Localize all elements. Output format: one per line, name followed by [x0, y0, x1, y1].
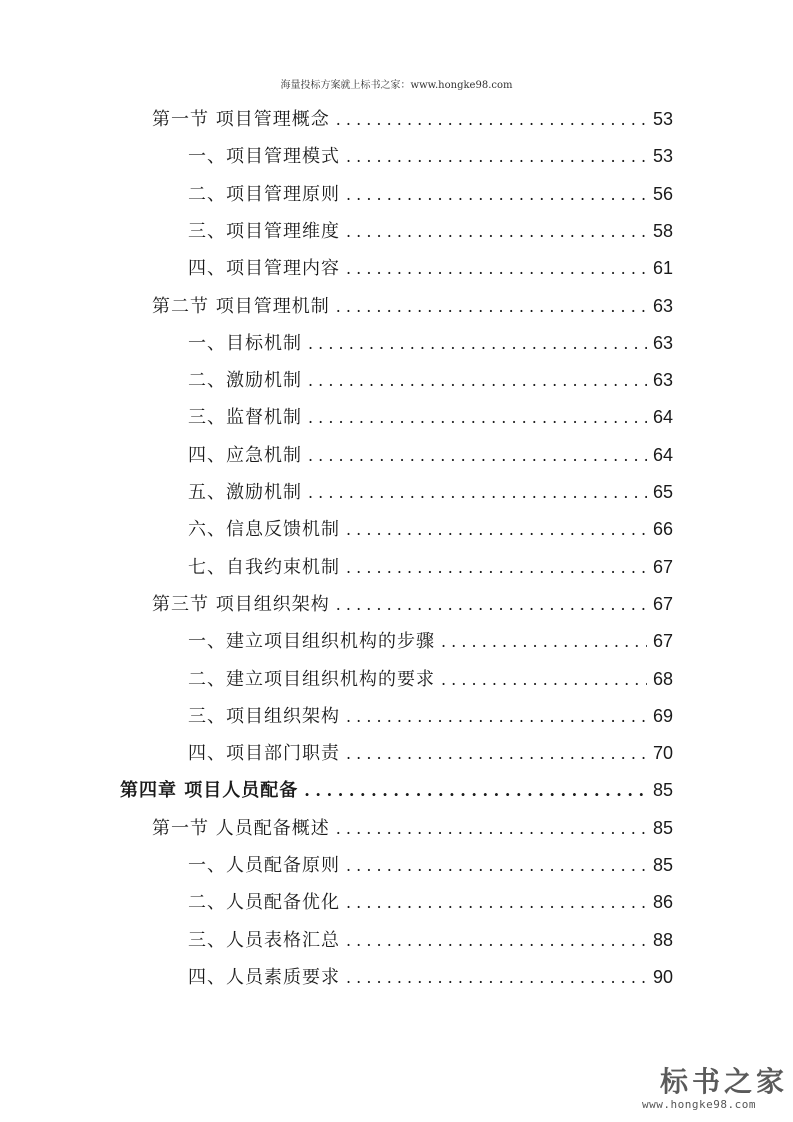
toc-entry[interactable]: [152, 101, 673, 138]
toc-entry[interactable]: [188, 176, 673, 213]
toc-entry-label: 四、项目部门职责: [188, 743, 340, 765]
toc-leader-dots: [346, 735, 647, 772]
toc-entry-page-number: 63: [652, 295, 673, 316]
toc-leader-dots: [346, 213, 647, 250]
toc-entry-label: 一、建立项目组织机构的步骤: [188, 631, 435, 653]
toc-entry[interactable]: [188, 213, 673, 250]
toc-leader-dots: [304, 772, 647, 809]
toc-entry-page-number: 69: [652, 705, 673, 726]
toc-entry[interactable]: [188, 399, 673, 436]
toc-leader-dots: [346, 959, 647, 996]
toc-entry-label: 四、应急机制: [188, 444, 302, 466]
toc-entry-page-number: 64: [652, 407, 673, 428]
page-header: 海量投标方案就上标书之家：www.hongke98.com: [280, 80, 513, 91]
toc-leader-dots: [336, 586, 647, 623]
toc-entry-page-number: 90: [652, 966, 673, 987]
toc-entry-page-number: 65: [652, 482, 673, 502]
toc-entry-page-number: 67: [652, 593, 673, 614]
toc-entry-page-number: 85: [652, 855, 673, 875]
toc-leader-dots: [336, 288, 647, 325]
toc-entry[interactable]: [188, 661, 673, 698]
toc-entry-label: 二、建立项目组织机构的要求: [188, 668, 435, 690]
toc-entry-page-number: 66: [652, 519, 673, 540]
logo-url: www.hongke98.com: [642, 1098, 756, 1111]
watermark-logo: [640, 1060, 790, 1116]
toc-entry-label: 第三节 项目组织架构: [152, 593, 330, 615]
toc-entry[interactable]: [188, 884, 673, 921]
toc-entry[interactable]: [188, 922, 673, 959]
toc-leader-dots: [336, 101, 647, 138]
toc-entry[interactable]: [188, 847, 673, 884]
toc-leader-dots: [346, 511, 647, 548]
logo-text: 标书之家: [660, 1065, 789, 1098]
toc-entry-label: 第二节 项目管理机制: [152, 295, 330, 317]
toc-entry[interactable]: [188, 549, 673, 586]
toc-entry[interactable]: [188, 362, 673, 399]
toc-entry-page-number: 63: [652, 332, 673, 353]
toc-leader-dots: [346, 847, 647, 884]
toc-entry-label: 四、项目管理内容: [188, 258, 340, 280]
toc-entry[interactable]: [188, 511, 673, 548]
toc-entry-label: 三、项目管理维度: [188, 220, 340, 242]
toc-leader-dots: [346, 884, 647, 921]
toc-entry-label: 二、人员配备优化: [188, 892, 340, 914]
toc-entry-label: 第四章 项目人员配备: [120, 780, 299, 802]
toc-leader-dots: [308, 362, 647, 399]
toc-entry-page-number: 85: [652, 780, 673, 801]
toc-entry[interactable]: [188, 623, 673, 660]
toc-leader-dots: [346, 549, 647, 586]
toc-entry[interactable]: [188, 735, 673, 772]
toc-entry[interactable]: [152, 288, 673, 325]
toc-entry-page-number: 56: [652, 183, 673, 204]
toc-leader-dots: [346, 176, 647, 213]
toc-entry[interactable]: [152, 586, 673, 623]
toc-entry-label: 第一节 项目管理概念: [152, 109, 330, 130]
toc-entry[interactable]: [188, 959, 673, 996]
toc-entry-page-number: 63: [652, 370, 673, 391]
toc-leader-dots: [346, 250, 647, 287]
toc-entry-label: 二、激励机制: [188, 370, 302, 392]
toc-entry-page-number: 88: [652, 929, 673, 950]
toc-entry-label: 一、人员配备原则: [188, 855, 340, 876]
toc-entry[interactable]: [188, 474, 673, 511]
toc-entry-label: 五、激励机制: [188, 482, 302, 503]
toc-entry-page-number: 64: [652, 444, 673, 465]
toc-leader-dots: [336, 810, 647, 847]
toc-entry-page-number: 53: [652, 146, 673, 167]
toc-entry-page-number: 85: [652, 817, 673, 838]
toc-entry-label: 三、项目组织架构: [188, 705, 340, 727]
toc-entry-label: 一、项目管理模式: [188, 146, 340, 168]
toc-entry-page-number: 67: [652, 631, 673, 652]
toc-entry-label: 四、人员素质要求: [188, 966, 340, 988]
toc-leader-dots: [308, 399, 647, 436]
toc-entry[interactable]: [188, 437, 673, 474]
toc-entry-label: 三、监督机制: [188, 407, 302, 429]
toc-entry-page-number: 58: [652, 220, 673, 241]
toc-entry-label: 二、项目管理原则: [188, 183, 340, 205]
toc-leader-dots: [308, 474, 647, 511]
toc-leader-dots: [441, 623, 647, 660]
toc-entry[interactable]: [120, 772, 673, 809]
toc-entry-page-number: 53: [652, 109, 673, 129]
toc-leader-dots: [346, 138, 647, 175]
toc-leader-dots: [308, 325, 647, 362]
toc-entry[interactable]: [188, 698, 673, 735]
toc-entry[interactable]: [188, 138, 673, 175]
toc-entry[interactable]: [152, 810, 673, 847]
toc-entry-label: 一、目标机制: [188, 332, 302, 354]
toc-leader-dots: [308, 437, 647, 474]
toc-entry-label: 六、信息反馈机制: [188, 519, 340, 541]
toc-entry[interactable]: [188, 250, 673, 287]
toc-entry[interactable]: [188, 325, 673, 362]
toc-entry-page-number: 86: [652, 892, 673, 913]
toc-leader-dots: [441, 661, 647, 698]
toc-entry-label: 三、人员表格汇总: [188, 929, 340, 951]
toc-entry-label: 七、自我约束机制: [188, 556, 340, 578]
toc-entry-page-number: 70: [652, 743, 673, 764]
toc-entry-label: 第一节 人员配备概述: [152, 817, 330, 839]
toc-entry-page-number: 61: [652, 258, 673, 279]
toc-entry-page-number: 67: [652, 556, 673, 577]
toc-leader-dots: [346, 922, 647, 959]
toc-entry-page-number: 68: [652, 668, 673, 689]
toc-leader-dots: [346, 698, 647, 735]
